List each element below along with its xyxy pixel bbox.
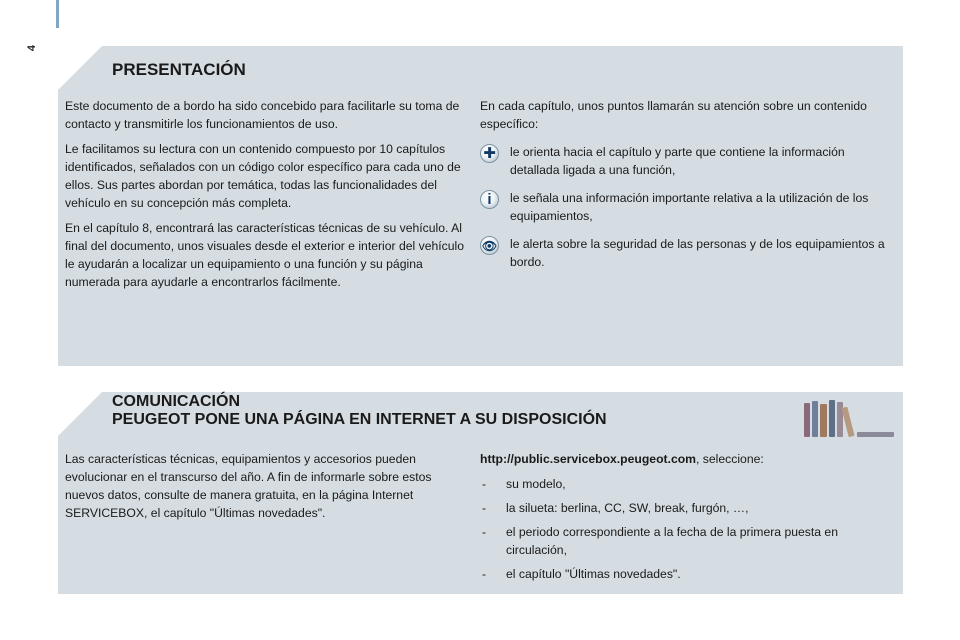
callout-text: le alerta sobre la seguridad de las personas y de los equipamientos a bordo. <box>510 237 885 269</box>
selection-list <box>480 475 890 583</box>
list-item: - su modelo, <box>480 475 890 493</box>
paragraph: Le facilitamos su lectura con un contenido compuesto por 10 capítulos identificados, señalados con un código color específico para cada uno de ellos. Sus partes abordan por temática, todas las funcionalidades del vehículo en su concepción más completa. <box>65 142 461 210</box>
section-title-presentacion: PRESENTACIÓN <box>112 60 246 79</box>
paragraph: Este documento de a bordo ha sido concebido para facilitarle su toma de contacto y transmitirle los funcionamientos de uso. <box>65 99 460 131</box>
paragraph: En el capítulo 8, encontrará las características técnicas de su vehículo. Al final del documento, unos visuales desde el exterior e interior del vehículo le ayudarán a localizar un equipamiento o una función y su página numerada para ayudarle a encontrarlos fácilmente. <box>65 221 465 289</box>
book-spine <box>812 401 818 437</box>
intro-paragraph: En cada capítulo, unos puntos llamarán su atención sobre un contenido específico: <box>480 99 867 131</box>
info-icon: i <box>480 190 499 209</box>
book-spine <box>820 404 827 437</box>
section-subtitle-internet: PEUGEOT PONE UNA PÁGINA EN INTERNET A SU DISPOSICIÓN <box>112 411 607 428</box>
callout-text: le señala una información importante relativa a la utilización de los equipamientos, <box>510 191 869 223</box>
url-line <box>480 450 890 468</box>
url-suffix: , seleccione: <box>696 452 764 466</box>
callout-item <box>480 189 890 225</box>
book-lying <box>857 432 894 437</box>
book-spine <box>829 400 835 437</box>
plus-icon: ✚ <box>480 144 499 163</box>
eye-icon: 👁 <box>480 236 499 255</box>
list-item: - el capítulo "Últimas novedades". <box>480 565 890 583</box>
list-item: - la silueta: berlina, CC, SW, break, furgón, …, <box>480 499 890 517</box>
book-spine <box>842 407 855 437</box>
section-title-comunicacion: COMUNICACIÓN <box>112 393 240 410</box>
list-item: - el periodo correspondiente a la fecha de la primera puesta en circulación, <box>480 523 890 559</box>
comunicacion-left-column <box>65 450 465 529</box>
comunicacion-right-column <box>480 450 890 589</box>
page-number: 4 <box>26 44 39 52</box>
side-accent-bar <box>56 0 59 28</box>
book-spine <box>804 403 810 437</box>
books-illustration <box>800 397 898 437</box>
presentacion-right-column <box>480 97 890 281</box>
callout-item <box>480 143 890 179</box>
callout-text: le orienta hacia el capítulo y parte que contiene la información detallada ligada a una función, <box>510 145 845 177</box>
paragraph: Las características técnicas, equipamientos y accesorios pueden evolucionar en el transcurso del año. A fin de informarle sobre estos nuevos datos, consulte de manera gratuita, en la página Internet SERVICEBOX, el capítulo "Últimas novedades". <box>65 452 432 520</box>
servicebox-url[interactable]: http://public.servicebox.peugeot.com <box>480 452 697 466</box>
callout-item <box>480 235 890 271</box>
presentacion-left-column <box>65 97 465 298</box>
